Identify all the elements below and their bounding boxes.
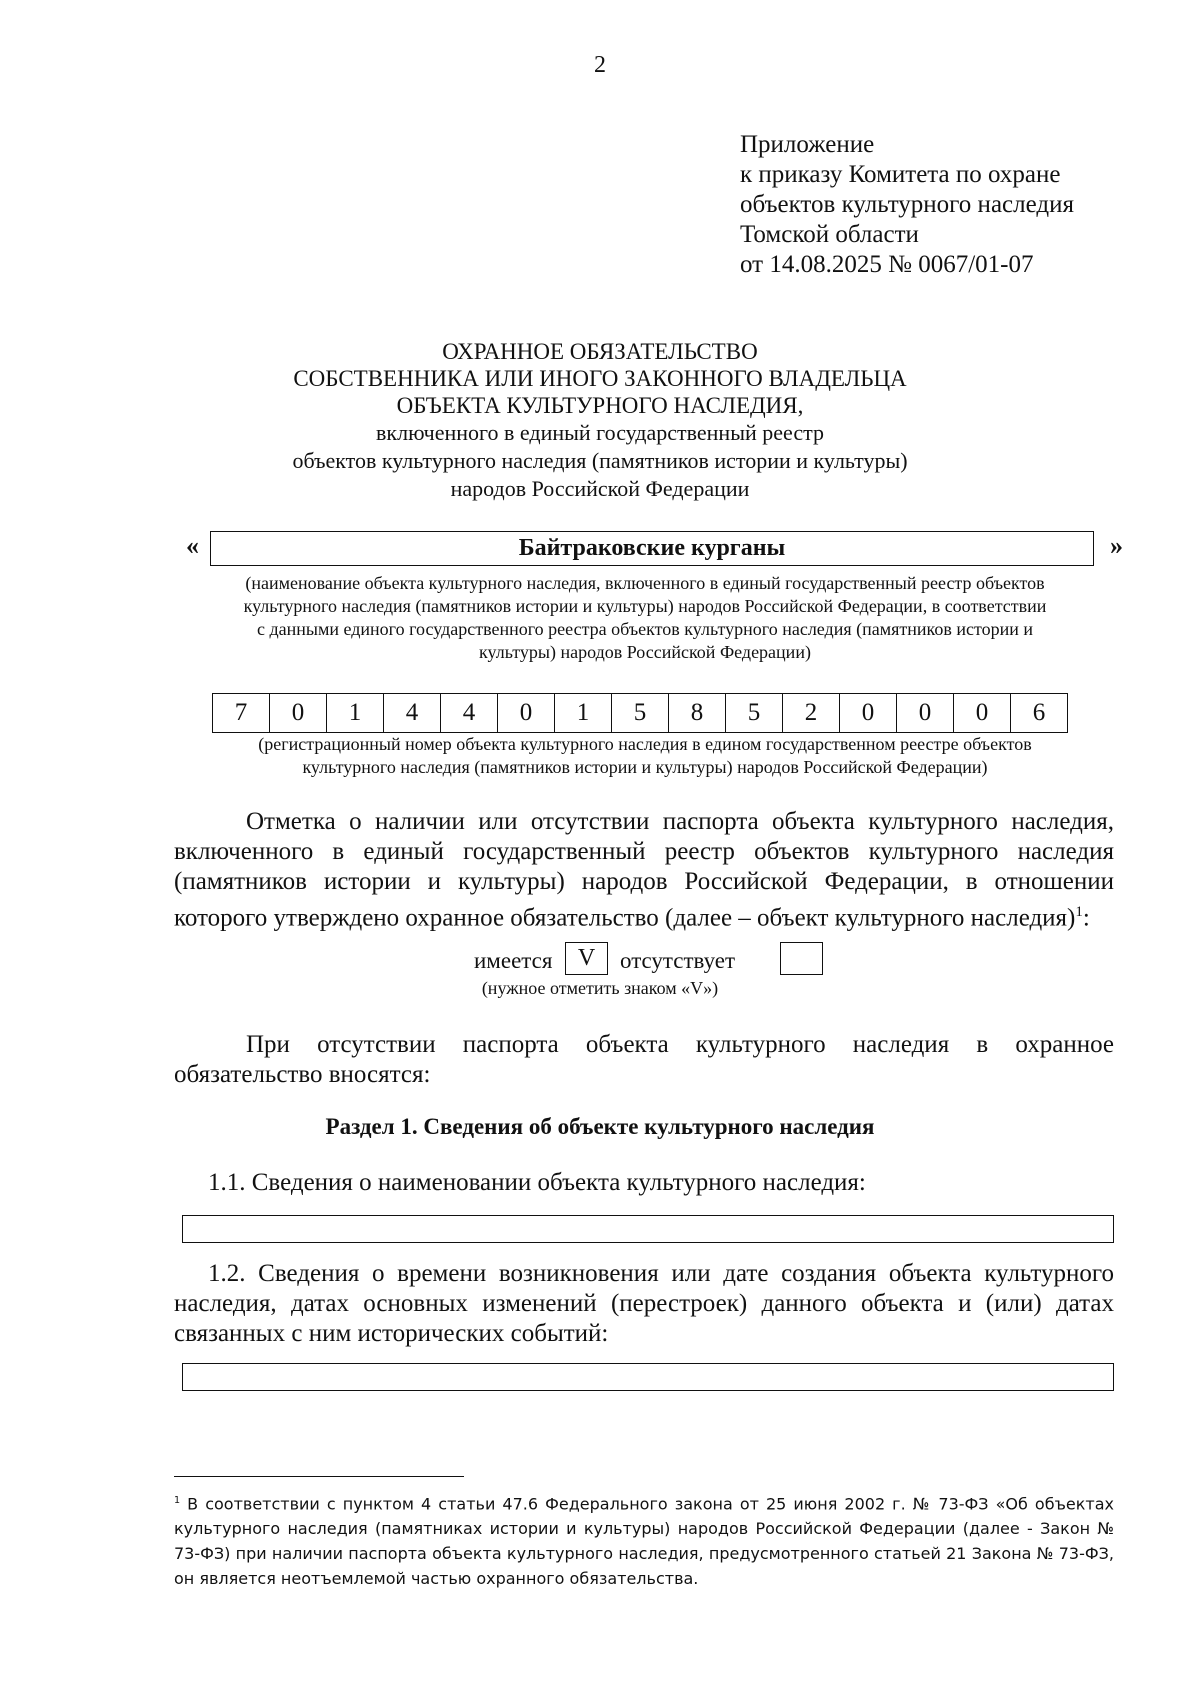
title-line: СОБСТВЕННИКА ИЛИ ИНОГО ЗАКОННОГО ВЛАДЕЛЬЦА (293, 366, 907, 391)
reg-digit-cell[interactable]: 4 (384, 694, 441, 732)
appendix-line: Томской области (740, 221, 919, 248)
absent-label: отсутствует (620, 948, 736, 973)
item-1-1-label: 1.1. Сведения о наименовании объекта культурного наследия: (208, 1169, 866, 1196)
caption-line: культуры) народов Российской Федерации) (479, 642, 811, 662)
appendix-line: к приказу Комитета по охране (740, 161, 1061, 188)
page-number: 2 (594, 52, 606, 78)
open-quote: « (186, 531, 199, 560)
item-1-1-field[interactable] (182, 1215, 1114, 1243)
colon: : (1082, 904, 1090, 932)
passport-note-text: Отметка о наличии или отсутствии паспорта объекта культурного наследия, включенного в единый государственный реестр объектов культурного наследия (памятников истории и культуры) народов Российской Федерации, в отношении которого утверждено охранное обязательство (далее – объект культурного наследия) (174, 808, 1114, 932)
footnote-separator (174, 1476, 464, 1477)
item-1-2-label: 1.2. Сведения о времени возникновения или дате создания объекта культурного наследия, датах основных изменений (перестроек) данного объекта и (или) датах связанных с ним исторических событий: (174, 1260, 1114, 1347)
absent-checkbox[interactable] (780, 942, 823, 975)
reg-digit-cell[interactable]: 0 (897, 694, 954, 732)
registration-number (212, 693, 1068, 733)
caption-line: культурного наследия (памятников истории и культуры) народов Российской Федерации, в соответствии (243, 596, 1047, 616)
absence-paragraph: При отсутствии паспорта объекта культурного наследия в охранное обязательство вносятся: (174, 1031, 1114, 1088)
close-quote: » (1110, 531, 1123, 560)
document-title (150, 338, 1050, 503)
reg-digit-cell[interactable]: 5 (726, 694, 783, 732)
reg-digit-cell[interactable]: 6 (1011, 694, 1068, 732)
title-subline: народов Российской Федерации (450, 476, 750, 501)
caption-line: культурного наследия (памятников истории и культуры) народов Российской Федерации) (302, 757, 988, 777)
caption-line: с данными единого государственного реестра объектов культурного наследия (памятников истории и (256, 619, 1034, 639)
object-name-caption (200, 572, 1090, 664)
footnote-number: 1 (174, 1495, 181, 1506)
present-checkbox[interactable]: V (565, 942, 608, 975)
passport-note-paragraph (174, 807, 1114, 933)
reg-digit-cell[interactable]: 4 (441, 694, 498, 732)
reg-digit-cell[interactable]: 2 (783, 694, 840, 732)
mark-hint: (нужное отметить знаком «V») (481, 978, 719, 998)
title-subline: включенного в единый государственный реестр (376, 420, 824, 445)
title-subline: объектов культурного наследия (памятников истории и культуры) (292, 448, 908, 473)
reg-digit-cell[interactable]: 5 (612, 694, 669, 732)
title-line: ОХРАННОЕ ОБЯЗАТЕЛЬСТВО (442, 339, 758, 364)
caption-line: (регистрационный номер объекта культурного наследия в едином государственном реестре объектов (258, 734, 1032, 754)
reg-digit-cell[interactable]: 0 (954, 694, 1011, 732)
reg-digit-cell[interactable]: 7 (213, 694, 270, 732)
appendix-block (740, 130, 1074, 280)
reg-digit-cell[interactable]: 0 (840, 694, 897, 732)
reg-digit-cell[interactable]: 1 (327, 694, 384, 732)
reg-digit-cell[interactable]: 1 (555, 694, 612, 732)
appendix-line: Приложение (740, 131, 875, 158)
reg-digit-cell[interactable]: 0 (270, 694, 327, 732)
section-1-title: Раздел 1. Сведения об объекте культурного наследия (325, 1114, 875, 1139)
appendix-line: объектов культурного наследия (740, 191, 1074, 218)
footnote-ref[interactable]: 1 (1075, 904, 1083, 920)
registration-caption (200, 733, 1090, 779)
object-name-field[interactable]: Байтраковские курганы (210, 531, 1094, 566)
footnote-text: В соответствии с пунктом 4 статьи 47.6 Федерального закона от 25 июня 2002 г. № 73-ФЗ «Об объектах культурного наследия (памятниках истории и культуры) народов Российской Федерации (далее - Закон № 73-ФЗ) при наличии паспорта объекта культурного наследия, предусмотренного статьей 21 Закона № 73-ФЗ, он является неотъемлемой частью охранного обязательства. (174, 1494, 1114, 1589)
caption-line: (наименование объекта культурного наследия, включенного в единый государственный реестр объектов (245, 573, 1045, 593)
reg-digit-cell[interactable]: 8 (669, 694, 726, 732)
title-line: ОБЪЕКТА КУЛЬТУРНОГО НАСЛЕДИЯ, (396, 393, 804, 418)
footnote (174, 1488, 1114, 1591)
appendix-line: от 14.08.2025 № 0067/01-07 (740, 251, 1034, 278)
reg-digit-cell[interactable]: 0 (498, 694, 555, 732)
present-label: имеется (474, 948, 553, 973)
item-1-2-field[interactable] (182, 1363, 1114, 1391)
